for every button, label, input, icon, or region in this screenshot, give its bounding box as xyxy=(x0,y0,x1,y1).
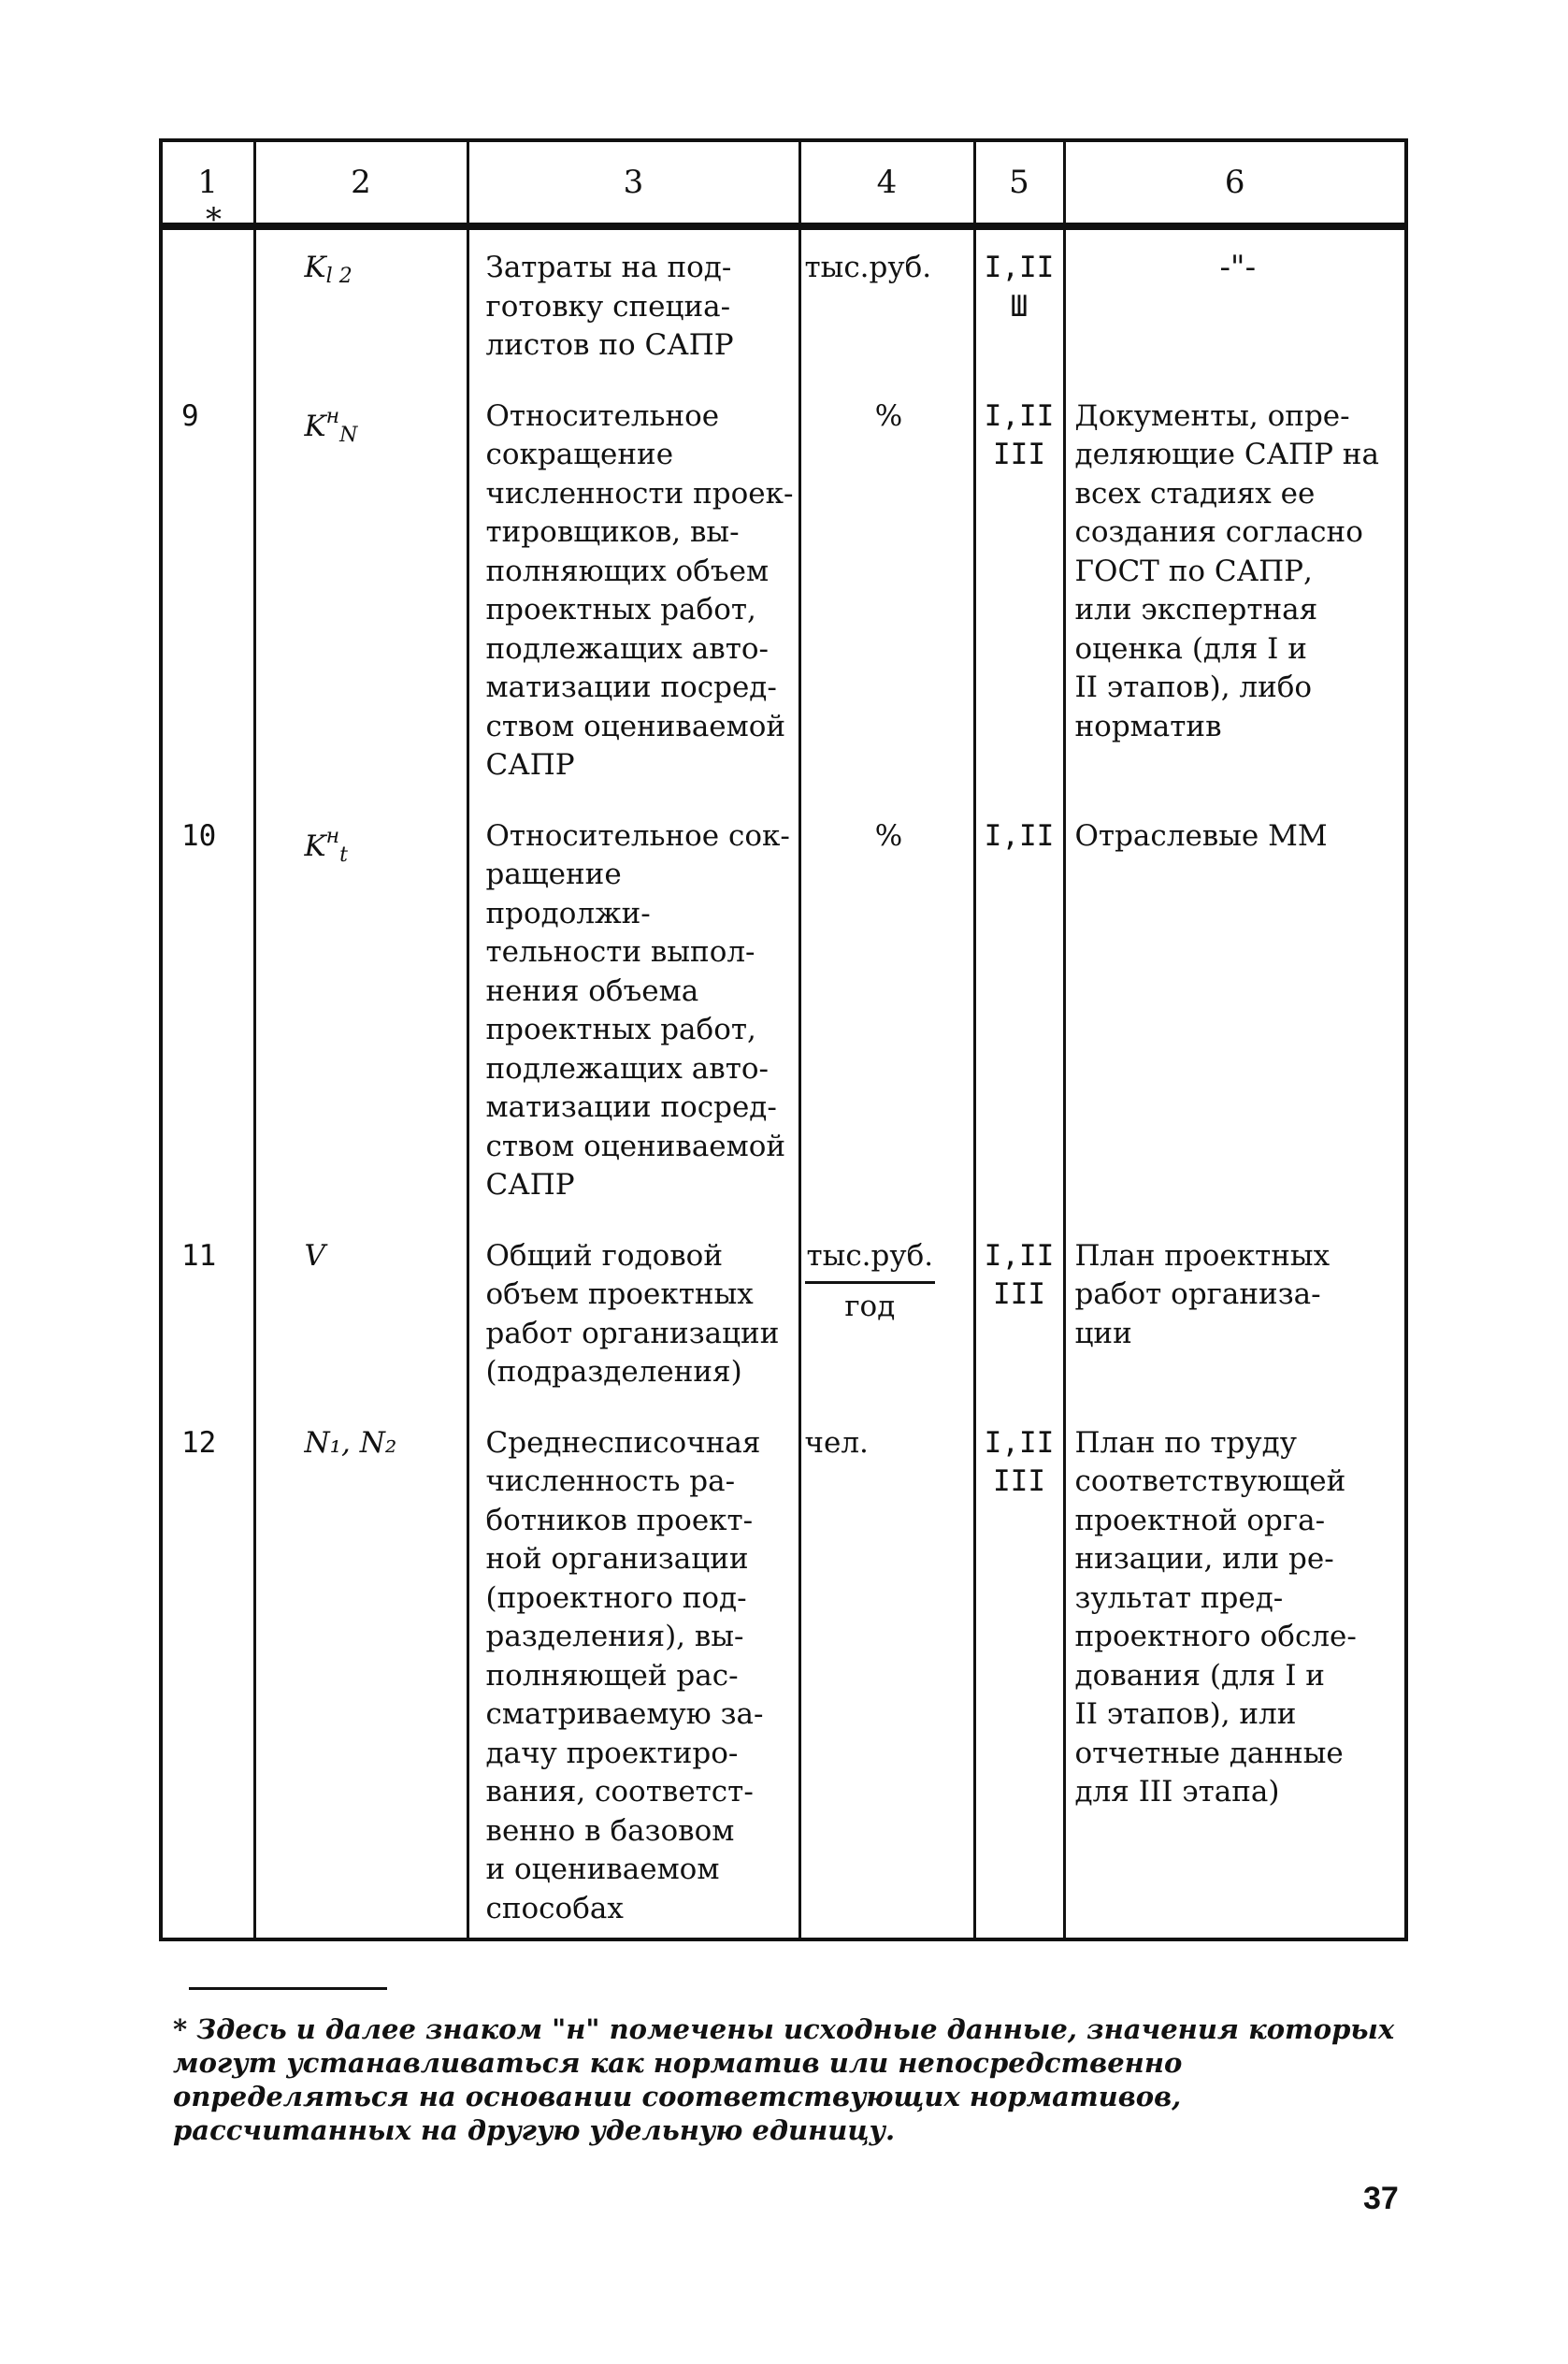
indicator-description: Среднесписочная численность ра- ботников проект- ной организации (проектного под- разделения), вы- полняющей рас- сматриваемую за- дачу проектиро- вания, соответст- венно в базовом и оцениваемом способах xyxy=(468,1405,799,1940)
column-header: 3 xyxy=(468,140,799,226)
symbol-subscript: l 2 xyxy=(325,265,352,288)
symbol-superscript: н xyxy=(325,824,340,848)
unit-of-measure: тыс.руб. xyxy=(799,226,974,379)
table-row xyxy=(161,226,1406,379)
indicator-symbol xyxy=(254,379,468,799)
unit-denominator: год xyxy=(844,1290,896,1323)
unit-of-measure: % xyxy=(799,379,974,799)
indicator-description: Относительное сок- ращение продолжи- тельности выпол- нения объема проектных работ, подлежащих авто- матизации посред- ством оцениваемой САПР xyxy=(468,799,799,1218)
column-header: 6 xyxy=(1064,140,1406,226)
indicator-description: Затраты на под- готовку специа- листов по САПР xyxy=(468,226,799,379)
column-header: 2 xyxy=(254,140,468,226)
indicator-symbol: N₁, N₂ xyxy=(254,1405,468,1940)
unit-of-measure: чел. xyxy=(799,1405,974,1940)
unit-fraction xyxy=(805,1237,936,1327)
symbol-base: K xyxy=(304,409,326,443)
unit-of-measure: % xyxy=(799,799,974,1218)
page-number: 37 xyxy=(1363,2181,1399,2216)
indicators-table xyxy=(159,138,1408,1941)
data-source: План по труду соответствующей проектной орга- низации, или ре- зультат пред- проектного обсле- дования (для I и II этапов), или отчетные данные для III этапа) xyxy=(1064,1405,1406,1940)
footnote-marker: * xyxy=(206,201,222,238)
table-row xyxy=(161,1218,1406,1405)
table-row xyxy=(161,1405,1406,1940)
indicator-symbol xyxy=(254,226,468,379)
symbol-subscript: t xyxy=(339,843,349,867)
data-source: Документы, опре- деляющие САПР на всех стадиях ее создания согласно ГОСТ по САПР, или экспертная оценка (для I и II этапов), либо норматив xyxy=(1064,379,1406,799)
column-header: 5 xyxy=(974,140,1064,226)
data-source: Отраслевые ММ xyxy=(1064,799,1406,1218)
row-number: 10 xyxy=(161,799,254,1218)
indicator-symbol xyxy=(254,1218,468,1405)
unit-of-measure xyxy=(799,1218,974,1405)
indicator-description: Относительное сокращение численности проек- тировщиков, вы- полняющих объем проектных работ, подлежащих авто- матизации посред- ством оцениваемой САПР xyxy=(468,379,799,799)
stage: I,II III xyxy=(974,1405,1064,1940)
stage: I,II Ш xyxy=(974,226,1064,379)
footnote: * Здесь и далее знаком "н" помечены исходные данные, значения которых могут устанавливаться как норматив или непосредственно определяться на основании соответствующих нормативов, рассчитанных на другую удельную единицу. xyxy=(173,2013,1395,2146)
data-source: План проектных работ организа- ции xyxy=(1064,1218,1406,1405)
table-row xyxy=(161,379,1406,799)
indicator-symbol xyxy=(254,799,468,1218)
row-number: 9 xyxy=(161,379,254,799)
data-source xyxy=(1064,226,1406,379)
stage: I,II III xyxy=(974,379,1064,799)
stage: I,II III xyxy=(974,1218,1064,1405)
symbol-base: K xyxy=(304,829,326,863)
symbol-superscript: н xyxy=(325,404,340,428)
footnote-separator xyxy=(189,1987,387,1990)
stage: I,II xyxy=(974,799,1064,1218)
column-header: 4 xyxy=(799,140,974,226)
row-number xyxy=(161,226,254,379)
ditto-mark: -"- xyxy=(1219,249,1257,286)
indicator-description: Общий годовой объем проектных работ организации (подразделения) xyxy=(468,1218,799,1405)
unit-numerator: тыс.руб. xyxy=(805,1237,936,1285)
symbol-base: K xyxy=(304,251,326,284)
table-header-row xyxy=(161,140,1406,226)
row-number: 12 xyxy=(161,1405,254,1940)
column-header: 1 xyxy=(161,140,254,226)
symbol-base: V xyxy=(304,1238,325,1273)
symbol-subscript: N xyxy=(339,423,358,447)
row-number: 11 xyxy=(161,1218,254,1405)
table-row xyxy=(161,799,1406,1218)
